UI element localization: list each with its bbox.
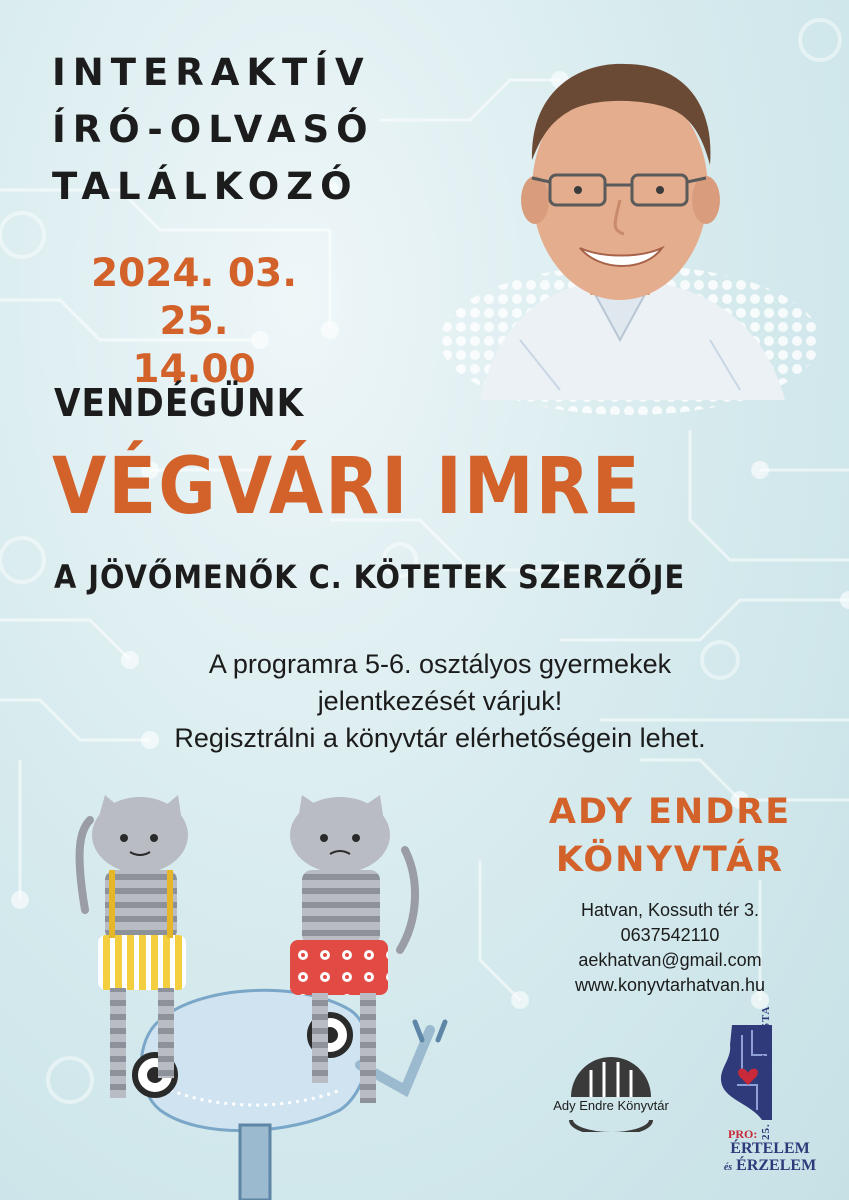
headline-line-3: TALÁLKOZÓ <box>52 165 359 208</box>
library-name-line-1: ADY ENDRE <box>548 792 792 832</box>
guest-description: A JÖVŐMENŐK C. KÖTETEK SZERZŐJE <box>54 558 686 596</box>
fiesta-ertelem: ÉRTELEM <box>730 1140 810 1157</box>
library-logo-text: Ady Endre Könyvtár <box>553 1098 669 1113</box>
headline-line-2: ÍRÓ-OLVASÓ <box>52 108 375 151</box>
library-email: aekhatvan@gmail.com <box>578 950 762 970</box>
fiesta-erzelem-line <box>722 1157 818 1176</box>
cats-robot-illustration <box>50 790 470 1200</box>
library-name-line-2: KÖNYVTÁR <box>555 840 785 880</box>
library-phone: 0637542110 <box>620 925 720 945</box>
library-contacts <box>520 898 820 998</box>
library-website: www.konyvtarhatvan.hu <box>574 975 766 995</box>
event-time: 14.00 <box>132 347 256 392</box>
author-portrait <box>440 40 820 430</box>
library-address: Hatvan, Kossuth tér 3. <box>580 900 760 920</box>
fiesta-es: és <box>723 1162 733 1173</box>
fiesta-title: 25. INTERNET FIESTA <box>760 1005 772 1140</box>
fiesta-pro: PRO: <box>728 1127 758 1141</box>
library-name <box>520 788 820 884</box>
program-info-line-2: jelentkezését várjuk! <box>317 686 563 716</box>
fiesta-slogan <box>722 1140 818 1176</box>
event-datetime <box>64 250 324 394</box>
fiesta-erzelem: ÉRZELEM <box>736 1157 817 1174</box>
guest-name: VÉGVÁRI IMRE <box>52 442 642 532</box>
library-logo-icon <box>536 1052 686 1132</box>
headline <box>52 44 375 215</box>
program-info-line-3: Regisztrálni a könyvtár elérhetőségein lehet. <box>174 723 706 753</box>
headline-line-1: INTERAKTÍV <box>52 51 371 94</box>
guest-label: VENDÉGÜNK <box>54 381 305 425</box>
program-info-line-1: A programra 5-6. osztályos gyermekek <box>208 649 672 679</box>
event-date: 2024. 03. 25. <box>90 251 298 344</box>
program-info <box>80 646 800 757</box>
